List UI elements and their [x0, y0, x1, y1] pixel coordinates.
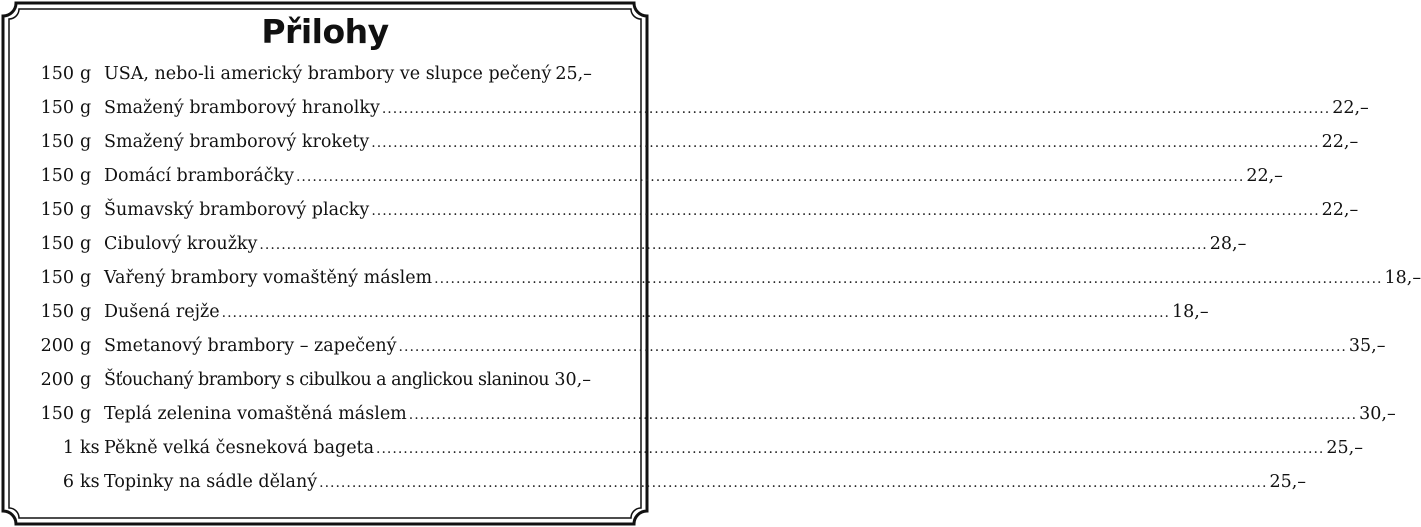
item-unit: g: [80, 234, 92, 254]
item-name: Smažený bramborový hranolky: [104, 98, 380, 118]
item-price: 28,–: [1209, 234, 1247, 254]
item-unit: ks: [80, 438, 100, 458]
item-name: Cibulový kroužky: [104, 234, 258, 254]
menu-item: [0, 398, 1396, 432]
dot-leader: ..............................................................................................................................................................................: [376, 441, 1325, 457]
menu-item: [0, 160, 1283, 194]
menu-item: [0, 194, 1359, 228]
item-unit: g: [80, 336, 92, 356]
dot-leader: ..............................................................................................................................................................................: [295, 169, 1245, 185]
item-unit: g: [80, 98, 92, 118]
dot-leader: ..............................................................................................................................................................................: [371, 135, 1320, 151]
item-name: Dušená rejže: [104, 302, 220, 322]
item-price: 22,–: [1321, 200, 1359, 220]
dot-leader: ..............................................................................................................................................................................: [259, 237, 1208, 253]
item-price: 25,–: [1269, 472, 1307, 492]
item-price: 30,–: [554, 370, 591, 390]
dot-leader: ..............................................................................................................................................................................: [408, 407, 1358, 423]
item-price: 30,–: [1359, 404, 1396, 424]
menu-item: [0, 126, 1359, 160]
item-quantity: 150: [40, 268, 74, 288]
menu-item: [0, 262, 1421, 296]
item-quantity: 200: [40, 370, 74, 390]
item-price: 22,–: [1321, 132, 1359, 152]
item-unit: g: [80, 200, 92, 220]
dot-leader: ..............................................................................................................................................................................: [398, 339, 1347, 355]
item-name: Domácí bramboráčky: [104, 166, 294, 186]
item-name: Smažený bramborový krokety: [104, 132, 370, 152]
item-unit: g: [80, 302, 92, 322]
menu-item: [0, 296, 1209, 330]
item-unit: g: [80, 370, 92, 390]
item-unit: ks: [80, 472, 100, 492]
dot-leader: ..............................................................................................................................................................................: [434, 271, 1383, 287]
menu-item: [0, 92, 1369, 126]
menu-item: [0, 364, 650, 398]
item-quantity: 150: [40, 64, 74, 84]
menu-item: [0, 466, 1307, 500]
menu-item: [0, 58, 650, 92]
item-name: Šumavský bramborový placky: [104, 200, 370, 220]
item-price: 22,–: [1246, 166, 1283, 186]
item-name: USA, nebo-li americký brambory ve slupce pečený: [104, 64, 552, 84]
dot-leader: ..............................................................................................................................................................................: [371, 203, 1320, 219]
item-name: Vařený brambory vomaštěný máslem: [104, 268, 433, 288]
item-quantity: 150: [40, 404, 74, 424]
dot-leader: ..............................................................................................................................................................................: [319, 475, 1268, 491]
item-quantity: 1: [62, 438, 74, 458]
item-price: 22,–: [1332, 98, 1369, 118]
menu-item: [0, 228, 1247, 262]
item-name: Šťouchaný brambory s cibulkou a anglickou slaninou: [104, 370, 550, 390]
item-unit: g: [80, 268, 92, 288]
item-quantity: 200: [40, 336, 74, 356]
item-name: Topinky na sádle dělaný: [104, 472, 318, 492]
dot-leader: ..............................................................................................................................................................................: [221, 305, 1170, 321]
item-price: 25,–: [1326, 438, 1363, 458]
item-price: 25,–: [555, 64, 592, 84]
dot-leader: ..............................................................................................................................................................................: [381, 101, 1331, 117]
menu-item: [0, 432, 1363, 466]
item-unit: g: [80, 404, 92, 424]
item-unit: g: [80, 166, 92, 186]
item-quantity: 150: [40, 234, 74, 254]
menu-title: Přilohy: [261, 12, 389, 51]
item-price: 18,–: [1384, 268, 1421, 288]
item-quantity: 150: [40, 200, 74, 220]
item-name: Smetanový brambory – zapečený: [104, 336, 397, 356]
menu-item: [0, 330, 1386, 364]
item-name: Pěkně velká česneková bageta: [104, 438, 375, 458]
item-unit: g: [80, 64, 92, 84]
item-unit: g: [80, 132, 92, 152]
item-quantity: 150: [40, 166, 74, 186]
item-quantity: 150: [40, 302, 74, 322]
item-price: 18,–: [1171, 302, 1209, 322]
item-quantity: 150: [40, 132, 74, 152]
item-price: 35,–: [1348, 336, 1386, 356]
item-quantity: 6: [62, 472, 74, 492]
item-name: Teplá zelenina vomaštěná máslem: [104, 404, 407, 424]
item-quantity: 150: [40, 98, 74, 118]
